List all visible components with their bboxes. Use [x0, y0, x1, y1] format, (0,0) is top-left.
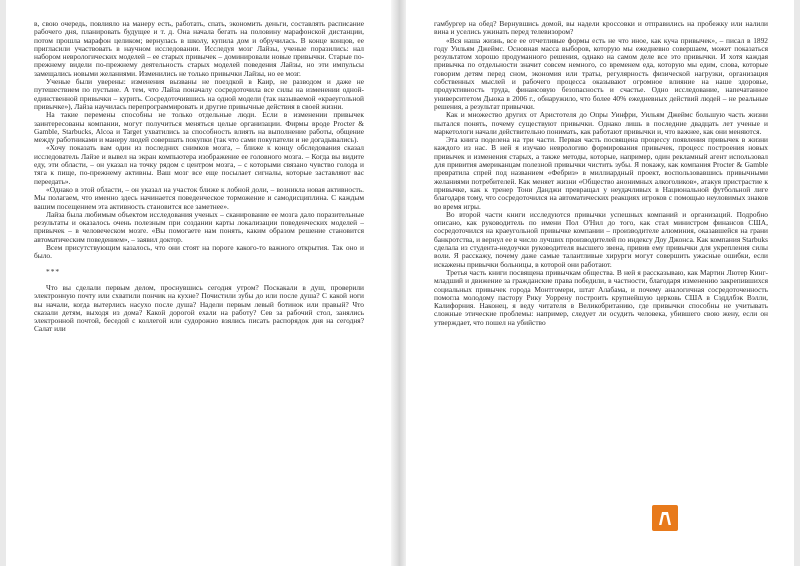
paragraph: Эта книга поделена на три части. Первая часть посвящена процессу появления привычек в жизни каждого из нас. В ней я изучаю неврологию формирования привычек, процесс построения новых привычек и изменения старых, а также методы, которые, например, один рекламный агент использовал для привития американцам полезной привычки чистить зубы. Я покажу, как компания Procter & Gamble превратила спрей под названием «Фебриз» в миллиардный проект, воспользовавшись привычными желаниями потребителей. Как меняет жизни «Общество анонимных алкоголиков», атакуя пристрастие к привычке, как к тренер Тони Данджи превращал у неудачливых в Национальной футбольной лиге благодаря тому, что сосредоточился на автоматических реакциях игроков с помощью неуловимых знаков во время игры.: [434, 135, 768, 211]
left-page-text: [34, 20, 364, 334]
paragraph: Всем присутствующим казалось, что они стоят на пороге какого-то важного открытия. Так оно и было.: [34, 243, 364, 261]
paragraph: «Хочу показать вам один из последних снимков мозга, – ближе к концу обследования сказал исследователь Лайзе и вывел на экран компьютера изображение ее головного мозга. – Когда вы видите еду, эти области, – он указал на точку рядом с центром мозга, – с которыми связано чувство голода и тяга к пище, по-прежнему активны. Ваш мозг все еще посылает сигналы, которые заставляют вас переедать».: [34, 143, 364, 186]
paragraph: Во второй части книги исследуются привычки успешных компаний и организаций. Подробно описано, как руководитель по имени Пол О'Нил до того, как стал министром финансов США, сосредоточился на краеугольной привычке компании – производителе алюминия, оказавшейся на грани банкротства, и вернул ее в число лучших производителей по индексу Доу Джонса. Как компания Starbuks сделала из студента-недоучки руководителя высшего звена, привив ему привычки для укрепления силы воли. Я расскажу, почему даже самые талантливые хирурги могут совершить ужасные ошибки, если искажены привычки больницы, в которой они работают.: [434, 209, 768, 269]
paragraph: гамбургер на обед? Вернувшись домой, вы надели кроссовки и отправились на пробежку или налили вина и уселись ужинать перед телевизором?: [434, 19, 768, 37]
book-gutter: [391, 0, 406, 566]
right-page-text: [434, 20, 768, 327]
paragraph: в, свою очередь, повлияло на манеру есть, работать, спать, экономить деньги, составлять расписание рабочего дня, планировать будущее и т. д. Она начала бегать на половину марафонской дистанции, потом прошла марафон целиком; вернулась в школу, купила дом и обручилась. В конце концов, ее пригласили участвовать в научном исследовании. Исследуя мозг Лайзы, ученые поразились: нал набором неврологических моделей – ее старых привычек – доминировали новые привычки. Старые по-прежнему видели по-прежнему деятельность старых моделей поведения Лайзы, но эти импульсы замещались новыми желаниями. Изменились не только привычки Лайзы, но ее мозг.: [34, 19, 364, 78]
paragraph: Ученые были уверены: изменения вызваны не поездкой в Каир, не разводом и даже не путешествием по пустыне. А тем, что Лайза поначалу сосредоточила все силы на изменении одной-единственной привычки – курить. Сосредоточившись на одной модели (так называемой «краеугольной привычке»), Лайза научилась перепрограммировать и другие привычные действия в своей жизни.: [34, 77, 364, 111]
paragraph: Лайза была любимым объектом исследования ученых – сканирование ее мозга дало поразительные результаты и оказалось очень полезным при создании карты локализации поведенческих моделей – привычек – в человеческом мозге. «Вы помогаете нам понять, каким образом решение становится автоматическим поведением», – заявил доктор.: [34, 209, 364, 244]
right-page: [406, 0, 794, 566]
publisher-logo-icon: [652, 505, 678, 531]
left-page: [6, 0, 391, 566]
paragraph: Как и множество других от Аристотеля до Опры Уинфри, Уильям Джеймс большую часть жизни пытался понять, почему существуют привычки. Однако лишь в последние двадцать лет ученые и маркетологи начали действительно понимать, как работают привычки и, что важнее, как они меняются.: [434, 110, 768, 136]
paragraph: «Однако в этой области, – он указал на участок ближе к лобной доли, – возникла новая активность. Мы полагаем, что именно здесь начинается поведенческое торможение и самодисциплина. С каждым вашим посещением эта активность становится все заметнее».: [34, 184, 364, 211]
paragraph: Что вы сделали первым делом, проснувшись сегодня утром? Поскакали в душ, проверили электронную почту или схватили пончик на кухне? Почистили зубы до или после душа? С какой ноги вы начали, когда вытерлись насухо после душа? Надели первым левый ботинок или правый? Что сказали детям, выходя из дома? Какой дорогой ехали на работу? Сев за рабочий стол, занялись электронной почтой, беседой с коллегой или судорожно взялись писать распорядок дня на сегодня? Салат или: [34, 282, 364, 334]
paragraph: Третья часть книги посвящена привычкам общества. В ней я рассказываю, как Мартин Лютер Кинг-младший и движение за гражданские права победили, в частности, благодаря изменению закрепившихся социальных привычек города Монтгомери, штат Алабама, и почему аналогичная сосредоточенность помогла молодому пастору Рику Уоррену построить крупнейшую церковь США в Сэддлбэк Вэлли, Калифорния. Наконец, я веду читателя в Великобританию, где привычки способны не учитывать сложные этические проблемы: например, следует ли осудить человека, убившего свою жену, если он утверждает, что пошел на убийство: [434, 267, 768, 327]
section-break: ***: [46, 266, 61, 276]
paragraph: На такие перемены способны не только отдельные люди. Если в изменении привычек заинтересованы компании, могут получиться меняться целые организации. Фирмы вроде Procter & Gamble, Starbucks, Alcoa и Target ухватились за способность влиять на выполнение работы, общение между работниками и манеру людей совершать покупки (так что сами покупатели и не догадывались).: [34, 110, 364, 145]
paragraph: «Вся наша жизнь, все ее отчетливые формы есть не что иное, как куча привычек», – писал в 1892 году Уильям Джеймс. Основная масса выборов, которую мы ежедневно совершаем, может показаться результатом хорошо продуманного решения, однако на самом деле все это привычки. И хотя каждая привычка по отдельности значит совсем немного, со временем еда, которую мы едим, слова, которые говорим детям перед сном, экономия или траты, регулярность физической нагрузки, организация собственных мыслей и рабочего процесса оказывают огромное влияние на наше здоровье, продуктивность труда, финансовую безопасность и счастье. Одно исследование, напечатанное университетом Дьюка в 2006 г., обнаружило, что более 40% ежедневных действий людей – не реальные решения, а результат привычки.: [434, 35, 768, 111]
